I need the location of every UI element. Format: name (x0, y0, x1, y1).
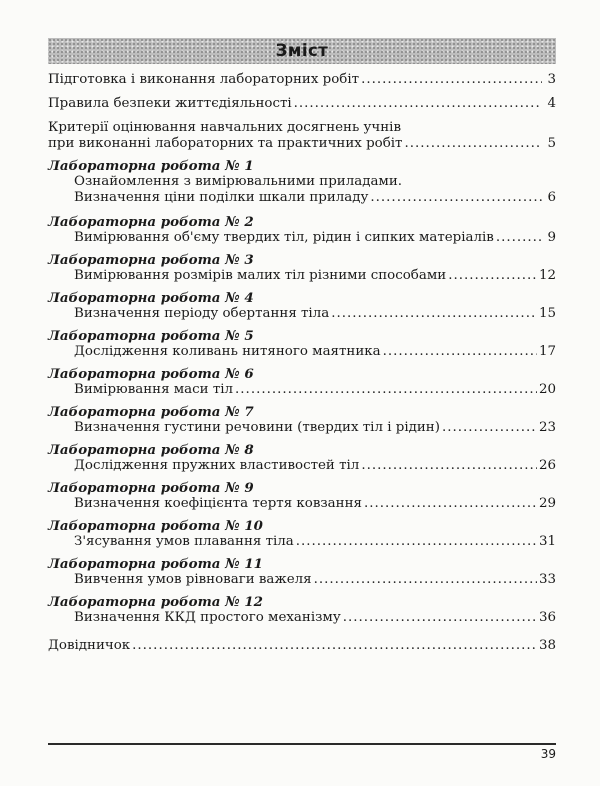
toc-entry[interactable] (48, 96, 556, 112)
toc-entry-page: 4 (547, 96, 556, 111)
lab-entry[interactable] (48, 328, 556, 360)
lab-entry[interactable] (48, 518, 556, 550)
lab-entry[interactable] (48, 366, 556, 398)
toc-entry-title: Правила безпеки життєдіяльності (48, 96, 292, 111)
toc-entry-title: Довідничок (48, 638, 131, 653)
dot-leader (343, 610, 537, 626)
lab-title: Вимірювання розмірів малих тіл різними способами (74, 268, 447, 283)
lab-entry[interactable] (48, 480, 556, 512)
lab-entry[interactable] (48, 404, 556, 436)
lab-entry[interactable] (48, 442, 556, 474)
lab-title: Вимірювання об'єму твердих тіл, рідин і сипких матеріалів (74, 230, 494, 245)
dot-leader (361, 72, 542, 88)
lab-entry[interactable] (48, 556, 556, 588)
lab-title: Вивчення умов рівноваги важеля (74, 572, 312, 587)
dot-leader (331, 306, 537, 322)
dot-leader (132, 638, 537, 654)
lab-page: 26 (538, 458, 556, 473)
lab-title: Дослідження коливань нитяного маятника (74, 344, 381, 359)
lab-heading: Лабораторна робота № 4 (48, 290, 254, 306)
lab-heading: Лабораторна робота № 6 (48, 366, 254, 382)
lab-heading: Лабораторна робота № 8 (48, 442, 254, 458)
page-title: Зміст (275, 41, 329, 60)
lab-heading: Лабораторна робота № 11 (48, 556, 263, 572)
toc-entry-page: 5 (547, 136, 556, 151)
lab-entry[interactable] (48, 252, 556, 284)
lab-page: 6 (547, 190, 556, 205)
lab-page: 36 (538, 610, 556, 625)
lab-title-line1: Ознайомлення з вимірювальними приладами. (74, 174, 403, 189)
lab-page: 17 (538, 344, 556, 359)
toc-entry[interactable] (48, 72, 556, 88)
toc-entry-page: 38 (538, 638, 556, 653)
lab-title: Визначення густини речовини (твердих тіл і рідин) (74, 420, 440, 435)
footer-rule (48, 743, 556, 745)
toc-entry-title: Підготовка і виконання лабораторних робіт (48, 72, 360, 87)
dot-leader (370, 190, 542, 206)
lab-heading: Лабораторна робота № 9 (48, 480, 254, 496)
dot-leader (442, 420, 537, 436)
lab-title: Дослідження пружних властивостей тіл (74, 458, 360, 473)
dot-leader (404, 136, 542, 152)
lab-title: З'ясування умов плавання тіла (74, 534, 294, 549)
dot-leader (361, 458, 537, 474)
lab-entry[interactable] (48, 158, 556, 206)
title-banner (48, 38, 556, 64)
dot-leader (496, 230, 542, 246)
lab-page: 31 (538, 534, 556, 549)
lab-entry[interactable] (48, 594, 556, 626)
toc-entry[interactable] (48, 120, 556, 152)
lab-title: Визначення коефіцієнта тертя ковзання (74, 496, 362, 511)
toc-entry-title-line1: Критерії оцінювання навчальних досягнень учнів (48, 120, 402, 135)
lab-page: 20 (538, 382, 556, 397)
lab-heading: Лабораторна робота № 10 (48, 518, 263, 534)
lab-page: 9 (547, 230, 556, 245)
dot-leader (383, 344, 537, 360)
lab-title: Визначення ККД простого механізму (74, 610, 341, 625)
toc-entry[interactable] (48, 638, 556, 654)
lab-entry[interactable] (48, 290, 556, 322)
lab-page: 15 (538, 306, 556, 321)
toc-entry-title: при виконанні лабораторних та практичних робіт (48, 136, 403, 151)
lab-heading: Лабораторна робота № 12 (48, 594, 263, 610)
dot-leader (235, 382, 537, 398)
lab-heading: Лабораторна робота № 1 (48, 158, 254, 174)
lab-page: 12 (538, 268, 556, 283)
lab-title: Вимірювання маси тіл (74, 382, 234, 397)
dot-leader (448, 268, 537, 284)
lab-heading: Лабораторна робота № 3 (48, 252, 254, 268)
dot-leader (364, 496, 537, 512)
lab-title: Визначення періоду обертання тіла (74, 306, 330, 321)
lab-heading: Лабораторна робота № 7 (48, 404, 254, 420)
page-number: 39 (540, 747, 556, 761)
lab-title: Визначення ціни поділки шкали приладу (74, 190, 369, 205)
dot-leader (314, 572, 537, 588)
lab-heading: Лабораторна робота № 2 (48, 214, 254, 230)
lab-heading: Лабораторна робота № 5 (48, 328, 254, 344)
lab-page: 23 (538, 420, 556, 435)
dot-leader (296, 534, 537, 550)
toc-entry-page: 3 (547, 72, 556, 87)
lab-entry[interactable] (48, 214, 556, 246)
lab-page: 29 (538, 496, 556, 511)
lab-page: 33 (538, 572, 556, 587)
dot-leader (294, 96, 542, 112)
